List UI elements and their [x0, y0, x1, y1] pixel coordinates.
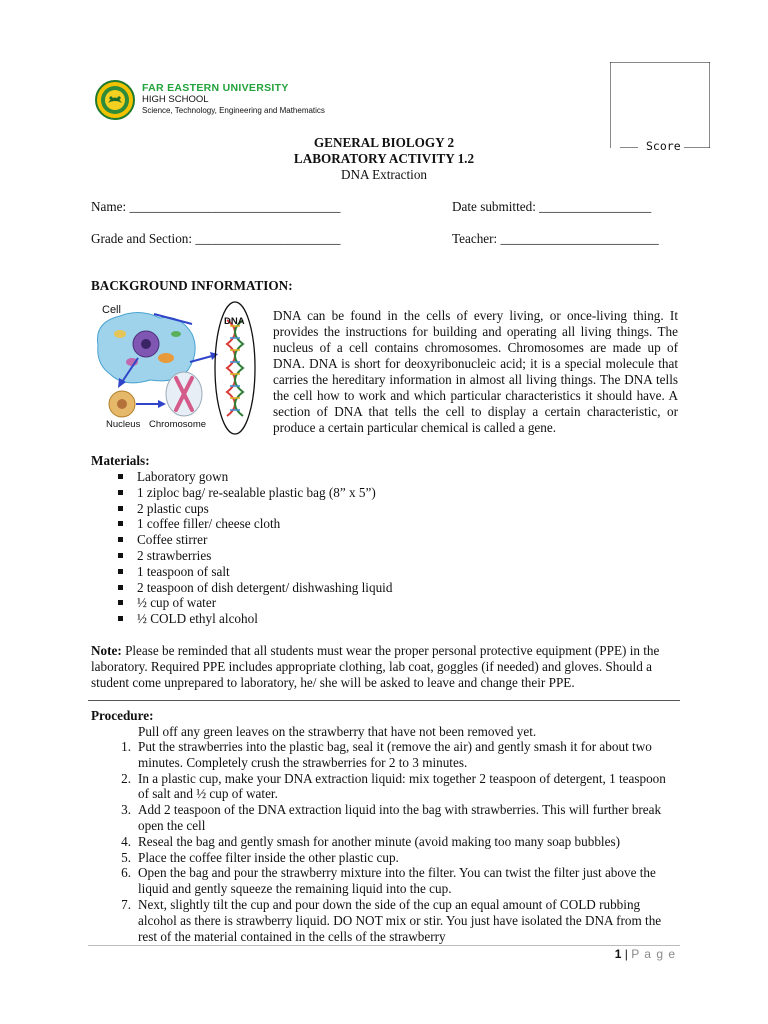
cell-dna-figure [92, 300, 264, 438]
footer-divider [88, 945, 680, 946]
ppe-note [91, 643, 679, 691]
list-item: 2 teaspoon of dish detergent/ dishwashing liquid [111, 580, 591, 596]
list-item: 7. Next, slightly tilt the cup and pour down the side of the cup an equal amount of COLD rubbing alcohol as there is strawberry liquid. DO NOT mix or stir. You just have isolated the DNA from the rest of the material contained in the cells of the strawberry [121, 896, 662, 944]
page-footer [615, 947, 676, 961]
procedure-heading: Procedure: [91, 708, 154, 723]
university-logo [95, 80, 135, 120]
page-label: P a g e [631, 947, 676, 961]
list-item: 1 teaspoon of salt [111, 564, 591, 580]
date-submitted-field[interactable]: Date submitted: _________________ [452, 199, 652, 214]
section-divider [88, 700, 680, 701]
figure-label-cell: Cell [102, 304, 121, 316]
note-text: Please be reminded that all students must wear the proper personal protective equipment (PPE) in the laboratory. Required PPE includes appropriate clothing, lab coat, goggles (if needed) and gloves. Should a student come unprepared to laboratory, he/ she will be asked to leave and change their PPE. [91, 643, 660, 690]
materials-heading: Materials: [91, 453, 150, 468]
list-item: ½ COLD ethyl alcohol [111, 611, 591, 627]
figure-label-dna: DNA [224, 316, 245, 327]
grade-section-field[interactable]: Grade and Section: ______________________ [91, 231, 341, 246]
activity-title: LABORATORY ACTIVITY 1.2 [293, 151, 475, 166]
list-item: 2 plastic cups [111, 501, 591, 517]
list-item: 5. Place the coffee filter inside the other plastic cup. [121, 849, 399, 865]
list-item: Laboratory gown [111, 469, 591, 485]
background-text: DNA can be found in the cells of every living, or once-living thing. It provides the instructions for building and operating all living things. The nucleus of a cell contains chromosomes. Chromosomes are made up of DNA. DNA is short for deoxyribonucleic acid; it is a special molecule that carries the hereditary information in almost all living things. The DNA tells the cell how to work and which particular characteristics it should have. A section of DNA that tells the cell to display a certain characteristic, or produce a certain particular chemical is called a gene. [273, 308, 678, 435]
list-item: Coffee stirrer [111, 532, 591, 548]
page-number: 1 [614, 947, 622, 961]
list-item: ½ cup of water [111, 595, 591, 611]
topic-title: DNA Extraction [340, 167, 428, 182]
note-label: Note: [91, 643, 122, 658]
background-heading: BACKGROUND INFORMATION: [91, 278, 293, 293]
procedure-intro: Pull off any green leaves on the strawberry that have not been removed yet. [138, 724, 537, 739]
materials-list [111, 469, 591, 627]
page-separator: | [624, 947, 628, 961]
list-item: 1 ziploc bag/ re-sealable plastic bag (8” x 5”) [111, 485, 591, 501]
school-name: HIGH SCHOOL [142, 94, 209, 105]
score-label: Score [646, 139, 681, 153]
list-item: 2 strawberries [111, 548, 591, 564]
list-item: 6. Open the bag and pour the strawberry mixture into the filter. You can twist the filter just above the liquid and gently squeeze the remaining liquid into the cup. [121, 865, 656, 897]
name-field[interactable]: Name: ________________________________ [91, 199, 341, 214]
list-item: 1 coffee filler/ cheese cloth [111, 516, 591, 532]
list-item: 4. Reseal the bag and gently smash for another minute (avoid making too many soap bubbles) [121, 833, 620, 849]
list-item: 1. Put the strawberries into the plastic bag, seal it (remove the air) and gently smash it for about two minutes. Completely crush the strawberries for 2 to 3 minutes. [121, 739, 652, 770]
strand-name: Science, Technology, Engineering and Mathematics [142, 106, 325, 115]
list-item: 3. Add 2 teaspoon of the DNA extraction liquid into the bag with strawberries. This will further break open the cell [121, 802, 662, 833]
university-name: FAR EASTERN UNIVERSITY [142, 82, 289, 94]
figure-label-nucleus: Nucleus [106, 419, 141, 430]
list-item: 2. In a plastic cup, make your DNA extraction liquid: mix together 2 teaspoon of detergent, 1 teaspoon of salt and ½ cup of water. [121, 770, 666, 802]
figure-label-chromosome: Chromosome [149, 419, 207, 430]
subject-title: GENERAL BIOLOGY 2 [313, 135, 455, 150]
procedure-steps [111, 739, 679, 944]
teacher-field[interactable]: Teacher: ________________________ [452, 231, 659, 246]
